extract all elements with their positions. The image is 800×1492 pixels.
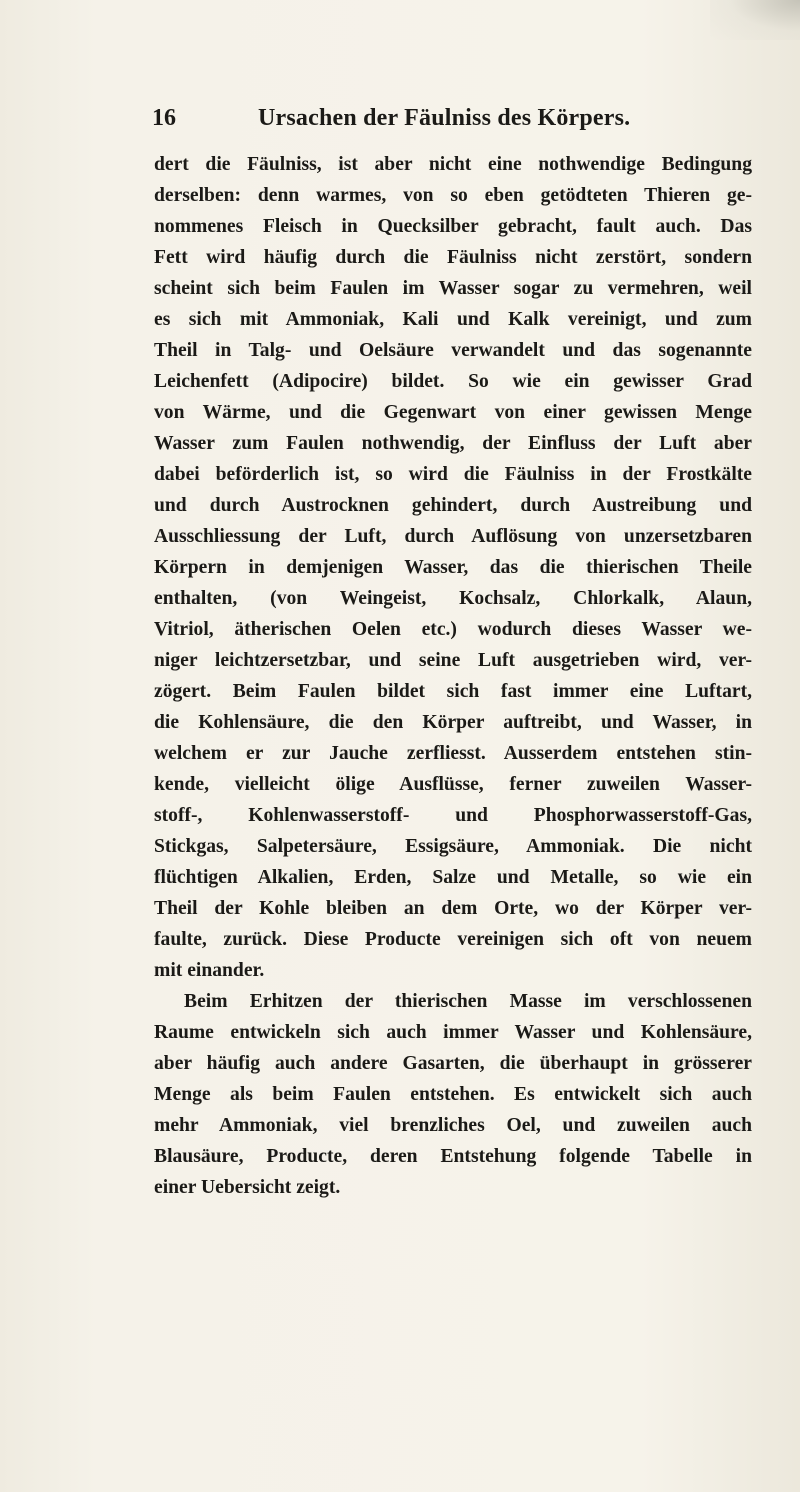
- text-line: mit einander.: [154, 960, 265, 981]
- page-number: 16: [152, 105, 176, 131]
- text-line: Fett wird häufig durch die Fäulniss nicht zerstört, sondern: [154, 247, 752, 268]
- text-line: faulte, zurück. Diese Producte vereinigen sich oft von neuem: [154, 929, 752, 950]
- text-line: Menge als beim Faulen entstehen. Es entwickelt sich auch: [154, 1084, 752, 1105]
- text-line: Theil der Kohle bleiben an dem Orte, wo der Körper ver-: [154, 898, 752, 919]
- text-line: niger leichtzersetzbar, und seine Luft ausgetrieben wird, ver-: [154, 650, 752, 671]
- text-line: Raume entwickeln sich auch immer Wasser und Kohlensäure,: [154, 1022, 752, 1043]
- text-line: Theil in Talg- und Oelsäure verwandelt und das sogenannte: [154, 340, 752, 361]
- text-line: aber häufig auch andere Gasarten, die überhaupt in grösserer: [154, 1053, 752, 1074]
- text-line: Stickgas, Salpetersäure, Essigsäure, Ammoniak. Die nicht: [154, 836, 752, 857]
- text-line: Wasser zum Faulen nothwendig, der Einfluss der Luft aber: [154, 433, 752, 454]
- text-line: Blausäure, Producte, deren Entstehung folgende Tabelle in: [154, 1146, 752, 1167]
- paragraph: [154, 149, 752, 986]
- text-line: es sich mit Ammoniak, Kali und Kalk vereinigt, und zum: [154, 309, 752, 330]
- text-line: Ausschliessung der Luft, durch Auflösung von unzersetzbaren: [154, 526, 752, 547]
- page-corner-shadow: [710, 0, 800, 40]
- paragraph: [154, 986, 752, 1203]
- text-line: Vitriol, ätherischen Oelen etc.) wodurch dieses Wasser we-: [154, 619, 752, 640]
- text-line: mehr Ammoniak, viel brenzliches Oel, und zuweilen auch: [154, 1115, 752, 1136]
- text-line: Leichenfett (Adipocire) bildet. So wie ein gewisser Grad: [154, 371, 752, 392]
- text-line: nommenes Fleisch in Quecksilber gebracht, fault auch. Das: [154, 216, 752, 237]
- text-line: Beim Erhitzen der thierischen Masse im verschlossenen: [184, 991, 752, 1012]
- text-line: Körpern in demjenigen Wasser, das die thierischen Theile: [154, 557, 752, 578]
- text-line: dabei beförderlich ist, so wird die Fäulniss in der Frostkälte: [154, 464, 752, 485]
- text-line: dert die Fäulniss, ist aber nicht eine nothwendige Bedingung: [154, 154, 752, 175]
- text-line: die Kohlensäure, die den Körper auftreibt, und Wasser, in: [154, 712, 752, 733]
- text-line: kende, vielleicht ölige Ausflüsse, ferner zuweilen Wasser-: [154, 774, 752, 795]
- text-line: einer Uebersicht zeigt.: [154, 1177, 341, 1198]
- text-line: derselben: denn warmes, von so eben getödteten Thieren ge-: [154, 185, 752, 206]
- text-line: stoff-, Kohlenwasserstoff- und Phosphorwasserstoff-Gas,: [154, 805, 752, 826]
- text-line: von Wärme, und die Gegenwart von einer gewissen Menge: [154, 402, 752, 423]
- text-line: scheint sich beim Faulen im Wasser sogar zu vermehren, weil: [154, 278, 752, 299]
- running-title: Ursachen der Fäulniss des Körpers.: [258, 105, 631, 131]
- text-line: welchem er zur Jauche zerfliesst. Ausserdem entstehen stin-: [154, 743, 752, 764]
- text-line: zögert. Beim Faulen bildet sich fast immer eine Luftart,: [154, 681, 752, 702]
- text-body: [154, 149, 752, 1203]
- running-head: [152, 98, 752, 138]
- text-line: enthalten, (von Weingeist, Kochsalz, Chlorkalk, Alaun,: [154, 588, 752, 609]
- text-line: und durch Austrocknen gehindert, durch Austreibung und: [154, 495, 752, 516]
- text-line: flüchtigen Alkalien, Erden, Salze und Metalle, so wie ein: [154, 867, 752, 888]
